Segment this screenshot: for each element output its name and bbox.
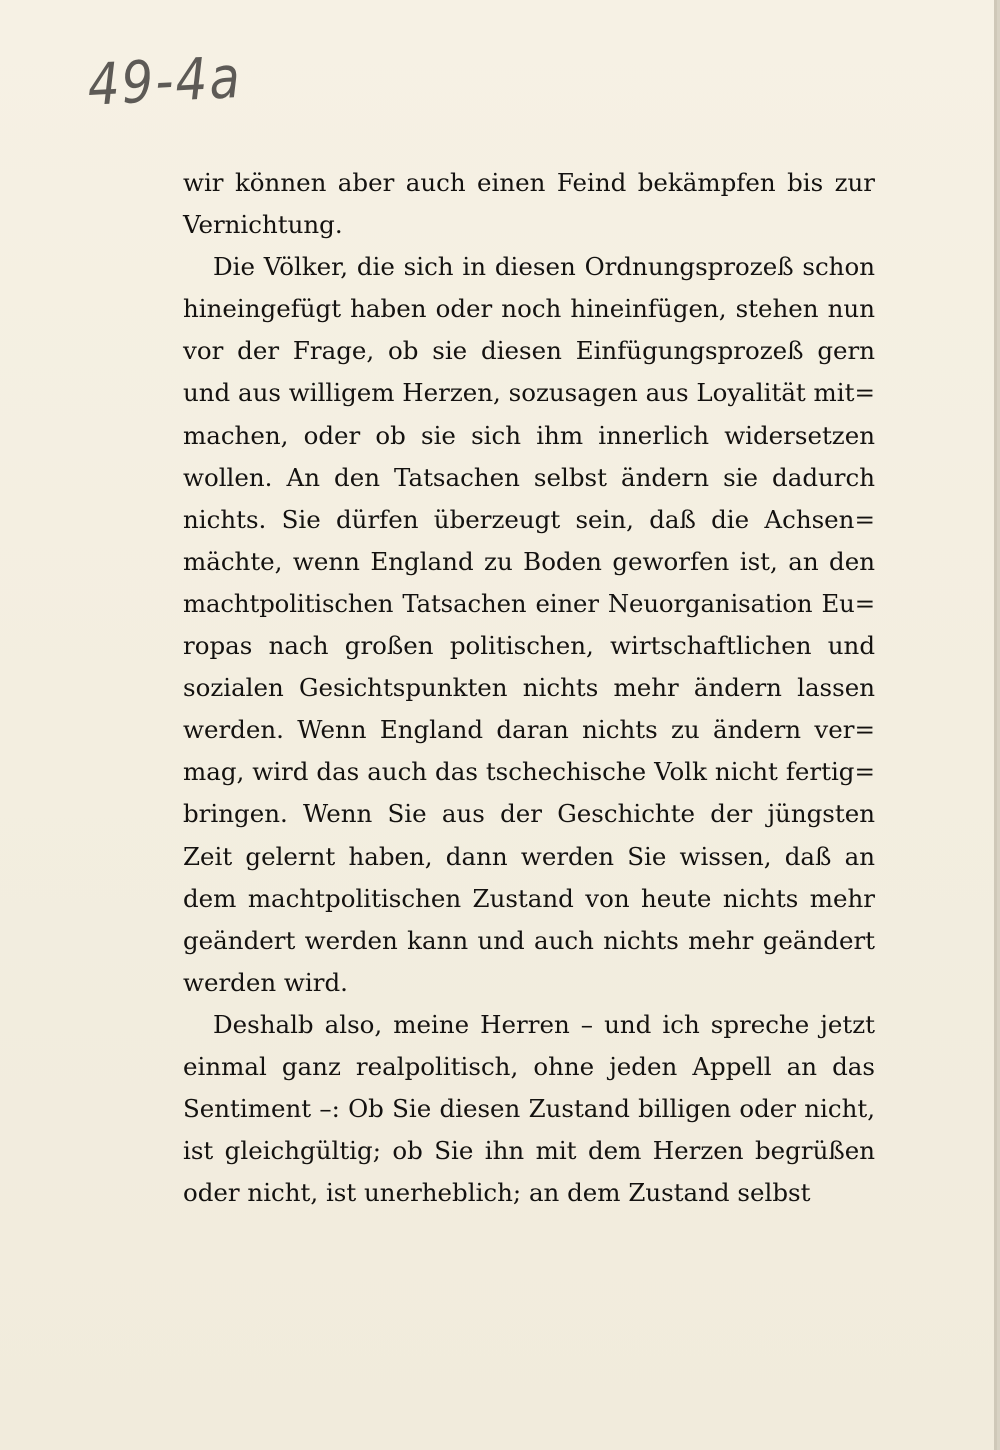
text-line: vor der Frage, ob sie diesen Einfügungsprozeß gern	[183, 336, 875, 366]
text-body	[183, 162, 875, 1214]
text-line: dem machtpolitischen Zustand von heute nichts mehr	[183, 883, 875, 913]
text-line: machen, oder ob sie sich ihm innerlich widersetzen	[183, 420, 875, 450]
text-line: geändert werden kann und auch nichts mehr geändert	[183, 925, 875, 955]
paragraph	[183, 246, 875, 1004]
text-line: bringen. Wenn Sie aus der Geschichte der jüngsten	[183, 799, 875, 829]
paragraph	[183, 162, 875, 246]
text-line: Vernichtung.	[183, 210, 343, 240]
text-line: Zeit gelernt haben, dann werden Sie wissen, daß an	[183, 841, 875, 871]
page-edge	[994, 0, 997, 1450]
text-line: und aus willigem Herzen, sozusagen aus Loyalität mit=	[183, 378, 875, 408]
text-line: Die Völker, die sich in diesen Ordnungsprozeß schon	[213, 252, 875, 282]
text-line: nichts. Sie dürfen überzeugt sein, daß die Achsen=	[183, 504, 875, 534]
paragraph	[183, 1004, 875, 1214]
handwritten-archive-number: 49-4a	[86, 43, 244, 119]
text-line: hineingefügt haben oder noch hineinfügen, stehen nun	[183, 294, 875, 324]
text-line: sozialen Gesichtspunkten nichts mehr ändern lassen	[183, 673, 875, 703]
text-line: wir können aber auch einen Feind bekämpfen bis zur	[183, 168, 875, 197]
text-line: mag, wird das auch das tschechische Volk nicht fertig=	[183, 757, 875, 787]
text-line: machtpolitischen Tatsachen einer Neuorganisation Eu=	[183, 588, 875, 618]
text-line: mächte, wenn England zu Boden geworfen ist, an den	[183, 546, 875, 576]
text-line: ropas nach großen politischen, wirtschaftlichen und	[183, 631, 875, 661]
text-line: werden. Wenn England daran nichts zu ändern ver=	[183, 715, 875, 745]
text-line: Sentiment –: Ob Sie diesen Zustand billigen oder nicht,	[183, 1094, 875, 1124]
text-line: werden wird.	[183, 967, 348, 997]
text-line: Deshalb also, meine Herren – und ich spreche jetzt	[213, 1009, 875, 1039]
text-line: wollen. An den Tatsachen selbst ändern sie dadurch	[183, 462, 875, 492]
text-line: einmal ganz realpolitisch, ohne jeden Appell an das	[183, 1051, 875, 1081]
text-line: ist gleichgültig; ob Sie ihn mit dem Herzen begrüßen	[183, 1136, 875, 1166]
text-line: oder nicht, ist unerheblich; an dem Zustand selbst	[183, 1178, 811, 1208]
